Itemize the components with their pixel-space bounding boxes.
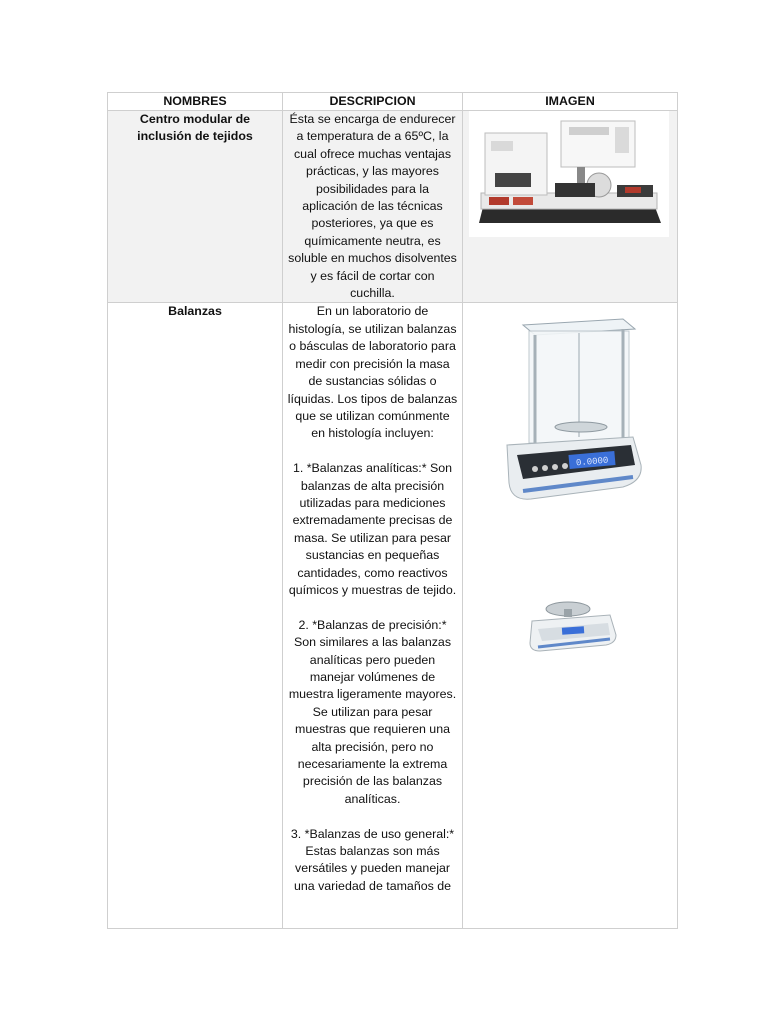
tissue-embedding-center-image (469, 111, 669, 237)
equipment-table (107, 92, 678, 929)
image-cell (463, 303, 678, 929)
header-image: IMAGEN (463, 93, 678, 111)
header-names: NOMBRES (108, 93, 283, 111)
precision-balance-illustration (518, 577, 623, 677)
precision-balance-image (518, 577, 623, 677)
equipment-description: Ésta se encarga de endurecer a temperatura de a 65ºC, la cual ofrece muchas ventajas prácticas, y las mayores posibilidades para la aplicación de las técnicas posteriores, ya que es químicamente neutra, es soluble en muchos disolventes y es fácil de cortar con cuchilla. (288, 112, 457, 301)
table-row (108, 303, 678, 929)
table-header (108, 93, 678, 111)
table-row (108, 111, 678, 303)
embedding-machine-illustration (469, 111, 669, 237)
equipment-description: En un laboratorio de histología, se utilizan balanzas o básculas de laboratorio para medir con precisión la masa de sustancias sólidas o líquidas. Los tipos de balanzas que se utilizan comúnmente en histología incluyen: 1. *Balanzas analíticas:* Son balanzas de alta precisión utilizadas para mediciones extremadamente precisas de masa. Se utilizan para pesar sustancias en pequeñas cantidades, como reactivos químicos y muestras de tejido. 2. *Balanzas de precisión:* Son similares a las balanzas analíticas pero pueden manejar volúmenes de muestra ligeramente mayores. Se utilizan para pesar muestras que requieren una alta precisión, pero no necesariamente la extrema precisión de las balanzas analíticas. 3. *Balanzas de uso general:* Estas balanzas son más versátiles y pueden manejar una variedad de tamaños de (287, 304, 458, 893)
header-row (108, 93, 678, 111)
image-cell (463, 111, 678, 303)
analytical-balance-illustration (483, 305, 658, 515)
analytical-balance-image (483, 305, 658, 515)
description-cell (283, 111, 463, 303)
header-description: DESCRIPCION (283, 93, 463, 111)
equipment-name: Balanzas (168, 304, 222, 319)
description-cell (283, 303, 463, 929)
name-cell (108, 303, 283, 929)
name-cell (108, 111, 283, 303)
equipment-name: Centro modular de inclusión de tejidos (137, 112, 253, 144)
balance-display-text: 0.0000 (575, 456, 609, 469)
